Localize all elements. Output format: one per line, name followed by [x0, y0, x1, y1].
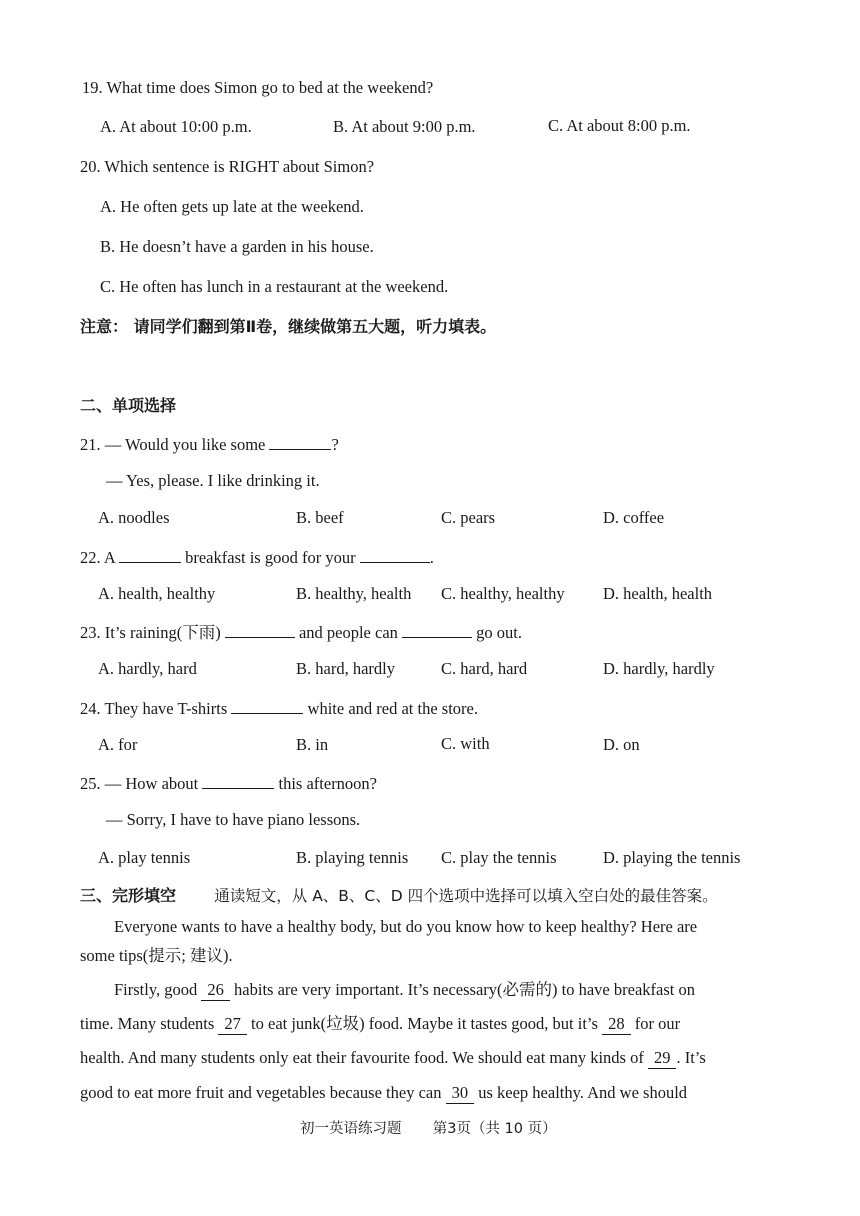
notice: 注意： 请同学们翻到第Ⅱ卷，继续做第五大题，听力填表。	[80, 317, 497, 336]
q23-option-d: D. hardly, hardly	[603, 659, 715, 678]
q21-text-post: ?	[331, 435, 339, 454]
question-20: 20. Which sentence is RIGHT about Simon?	[80, 157, 375, 176]
q25-answer-line: — Sorry, I have to have piano lessons.	[106, 810, 361, 829]
q21-option-b: B. beef	[296, 508, 344, 527]
q21-blank	[269, 433, 331, 450]
passage-text: for our	[634, 1014, 681, 1033]
footer-page-number: 第3页（共 10 页）	[432, 1121, 557, 1137]
q23-option-a: A. hardly, hard	[98, 659, 197, 678]
q24-option-a: A. for	[98, 735, 138, 754]
q25-option-a: A. play tennis	[98, 848, 191, 867]
section-3-instruction: 通读短文，从 A、B、C、D 四个选项中选择可以填入空白处的最佳答案。	[214, 887, 718, 905]
footer-subject: 初一英语练习题	[300, 1121, 402, 1137]
passage-text: time. Many students	[80, 1014, 215, 1033]
q22-option-b: B. healthy, health	[296, 584, 412, 603]
q25-blank	[202, 772, 274, 789]
q23-blank-2	[402, 621, 472, 638]
q23-text-1: 23. It’s raining(下雨)	[80, 623, 221, 642]
passage-text: . It’s	[676, 1048, 706, 1067]
q20-option-b: B. He doesn’t have a garden in his house.	[100, 237, 374, 256]
passage-line-6	[80, 1083, 687, 1104]
question-25	[80, 772, 377, 794]
q19-option-c: C. At about 8:00 p.m.	[548, 116, 691, 135]
question-22	[80, 546, 434, 568]
q22-blank-1	[119, 546, 181, 563]
q25-option-d: D. playing the tennis	[603, 848, 741, 867]
q22-text-1: 22. A	[80, 548, 115, 567]
q22-option-d: D. health, health	[603, 584, 713, 603]
passage-text: to eat junk(垃圾) food. Maybe it tastes good, but it’s	[251, 1014, 598, 1033]
blank-30: 30	[446, 1083, 475, 1104]
question-19: 19. What time does Simon go to bed at the weekend?	[82, 78, 434, 97]
section-2-title: 二、单项选择	[80, 396, 177, 415]
q19-option-b: B. At about 9:00 p.m.	[333, 117, 476, 136]
footer	[300, 1117, 557, 1138]
question-23	[80, 621, 522, 643]
q21-option-d: D. coffee	[603, 508, 665, 527]
q21-text-pre: 21. — Would you like some	[80, 435, 266, 454]
q23-option-c: C. hard, hard	[441, 659, 528, 678]
q25-option-b: B. playing tennis	[296, 848, 409, 867]
passage-text: health. And many students only eat their favourite food. We should eat many kinds of	[80, 1048, 644, 1067]
passage-line-5	[80, 1048, 706, 1069]
q19-option-a: A. At about 10:00 p.m.	[100, 117, 252, 136]
q23-text-2: and people can	[298, 623, 398, 642]
q21-option-a: A. noodles	[98, 508, 170, 527]
q22-text-2: breakfast is good for your	[185, 548, 356, 567]
q21-answer-line: — Yes, please. I like drinking it.	[106, 471, 320, 490]
section-3-header	[80, 886, 718, 906]
q24-option-d: D. on	[603, 735, 640, 754]
question-21	[80, 433, 339, 455]
q25-option-c: C. play the tennis	[441, 848, 557, 867]
passage-line-2: some tips(提示; 建议).	[80, 946, 233, 965]
q22-text-3: .	[429, 548, 434, 567]
q24-option-c: C. with	[441, 734, 490, 753]
passage-text: us keep healthy. And we should	[478, 1083, 688, 1102]
passage-text: habits are very important. It’s necessary(必需的) to have breakfast on	[234, 980, 695, 999]
q21-option-c: C. pears	[441, 508, 496, 527]
q24-blank	[231, 697, 303, 714]
blank-28: 28	[602, 1014, 631, 1035]
passage-line-1: Everyone wants to have a healthy body, but do you know how to keep healthy? Here are	[114, 917, 698, 936]
q23-text-3: go out.	[476, 623, 522, 642]
q22-option-a: A. health, healthy	[98, 584, 216, 603]
q25-text-1: 25. — How about	[80, 774, 199, 793]
blank-27: 27	[218, 1014, 247, 1035]
q24-text-1: 24. They have T-shirts	[80, 699, 228, 718]
q24-text-2: white and red at the store.	[307, 699, 478, 718]
q24-option-b: B. in	[296, 735, 329, 754]
q20-option-a: A. He often gets up late at the weekend.	[100, 197, 364, 216]
passage-line-4	[80, 1014, 680, 1035]
blank-29: 29	[648, 1048, 677, 1069]
q22-option-c: C. healthy, healthy	[441, 584, 565, 603]
q25-text-2: this afternoon?	[278, 774, 378, 793]
question-24	[80, 697, 478, 719]
blank-26: 26	[201, 980, 230, 1001]
passage-text: Firstly, good	[114, 980, 198, 999]
q20-option-c: C. He often has lunch in a restaurant at the weekend.	[100, 277, 449, 296]
q22-blank-2	[360, 546, 430, 563]
passage-text: good to eat more fruit and vegetables because they can	[80, 1083, 442, 1102]
section-3-title: 三、完形填空	[80, 886, 177, 905]
passage-line-3	[114, 980, 695, 1001]
q23-blank-1	[225, 621, 295, 638]
q23-option-b: B. hard, hardly	[296, 659, 395, 678]
